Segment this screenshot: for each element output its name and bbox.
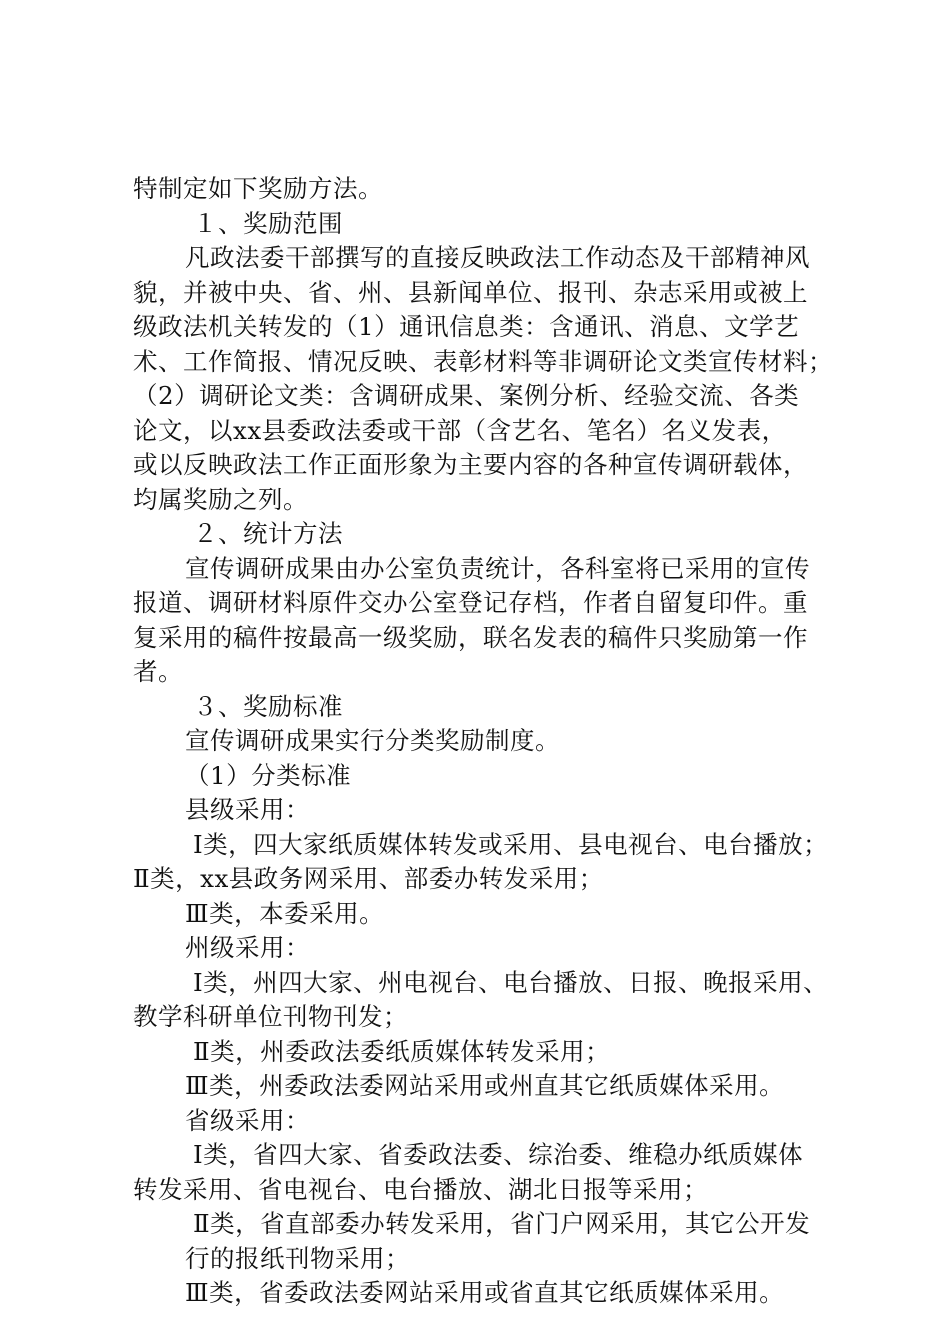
text-line: 县级采用：	[185, 795, 310, 824]
text-line: Ⅱ类，省直部委办转发采用，省门户网采用，其它公开发	[193, 1209, 811, 1238]
text-line: （1）分类标准	[185, 760, 352, 790]
text-line: Ⅰ类，州四大家、州电视台、电台播放、日报、晚报采用、	[193, 967, 829, 997]
text-line: 术、工作简报、情况反映、表彰材料等非调研论文类宣传材料；	[133, 346, 833, 376]
text-line: 复采用的稿件按最高一级奖励，联名发表的稿件只奖励第一作	[133, 622, 808, 652]
text-line: Ⅲ类，州委政法委网站采用或州直其它纸质媒体采用。	[185, 1071, 785, 1100]
text-line: Ⅲ类，省委政法委网站采用或省直其它纸质媒体采用。	[185, 1278, 785, 1307]
text-line: 州级采用：	[185, 933, 310, 962]
text-line: 教学科研单位刊物刊发；	[133, 1002, 408, 1031]
text-line: Ⅱ类，州委政法委纸质媒体转发采用；	[193, 1036, 611, 1066]
text-line: 均属奖励之列。	[133, 484, 308, 514]
text-line: ２、统计方法	[193, 519, 343, 548]
text-line: Ⅲ类，本委采用。	[185, 898, 385, 928]
text-line: 论文，以xx县委政法委或干部（含艺名、笔名）名义发表，	[133, 415, 787, 445]
text-line: Ⅰ类，四大家纸质媒体转发或采用、县电视台、电台播放；	[193, 829, 829, 859]
text-line: 宣传调研成果实行分类奖励制度。	[185, 726, 560, 755]
text-line: 特制定如下奖励方法。	[133, 174, 383, 203]
text-line: 行的报纸刊物采用；	[185, 1243, 410, 1273]
text-line: 宣传调研成果由办公室负责统计，各科室将已采用的宣传	[185, 553, 810, 583]
text-line: Ⅰ类，省四大家、省委政法委、综治委、维稳办纸质媒体	[193, 1140, 804, 1169]
text-line: 貌，并被中央、省、州、县新闻单位、报刊、杂志采用或被上	[133, 277, 808, 307]
text-line: 转发采用、省电视台、电台播放、湖北日报等采用；	[133, 1174, 708, 1204]
document-body	[133, 172, 833, 1311]
text-line: １、奖励范围	[193, 208, 343, 238]
text-line: ３、奖励标准	[193, 691, 343, 721]
text-line: （2）调研论文类：含调研成果、案例分析、经验交流、各类	[133, 381, 800, 410]
text-line: Ⅱ类，xx县政务网采用、部委办转发采用；	[133, 864, 604, 893]
text-line: 者。	[133, 657, 183, 686]
text-line: 省级采用：	[185, 1105, 310, 1135]
text-line: 报道、调研材料原件交办公室登记存档，作者自留复印件。重	[133, 588, 808, 617]
text-line: 级政法机关转发的（1）通讯信息类：含通讯、消息、文学艺	[133, 312, 800, 341]
text-line: 或以反映政法工作正面形象为主要内容的各种宣传调研载体，	[133, 450, 808, 479]
text-line: 凡政法委干部撰写的直接反映政法工作动态及干部精神风	[185, 243, 810, 272]
